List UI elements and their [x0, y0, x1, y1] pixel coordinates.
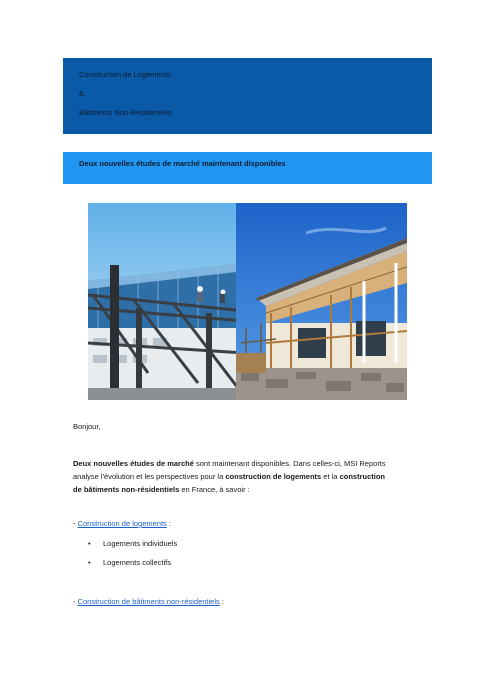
section-nonresidential-prefix: - [73, 597, 78, 606]
list-item: Logements collectifs [103, 558, 171, 567]
intro-text-3: et la [321, 472, 340, 481]
section-housing [73, 517, 171, 530]
header-banner [63, 58, 432, 134]
house-construction-photo [236, 203, 407, 400]
section-nonresidential [73, 595, 224, 608]
section-housing-prefix: - [73, 519, 78, 528]
steel-frame-construction-photo [88, 203, 245, 400]
intro-bold-nonresidential: de bâtiments non-résidentiels [73, 485, 180, 494]
bullet-icon: • [88, 539, 91, 548]
intro-bold-studies: Deux nouvelles études de marché [73, 459, 194, 468]
subheader-banner [63, 152, 432, 184]
intro-bold-housing: construction de logements [225, 472, 322, 481]
bullet-icon: • [88, 558, 91, 567]
intro-text-4: en France, à savoir : [179, 485, 250, 494]
section-nonresidential-suffix: : [219, 597, 224, 606]
intro-text-2: analyse l'évolution et les perspectives pour la [73, 472, 226, 481]
intro-paragraph [73, 457, 386, 496]
housing-construction-link[interactable]: Construction de logements [77, 519, 167, 528]
list-item: Logements individuels [103, 539, 178, 548]
intro-text-1: sont maintenant disponibles. Dans celles-ci, MSI Reports [193, 459, 386, 468]
section-housing-suffix: : [166, 519, 171, 528]
header-title-ampersand: & [79, 89, 85, 98]
intro-bold-construction: construction [339, 472, 385, 481]
greeting: Bonjour, [73, 422, 101, 431]
header-title-line1: Construction de Logements [79, 70, 171, 79]
header-title-line2: Bâtiments Non-Résidentiels [79, 108, 172, 117]
subheader-text: Deux nouvelles études de marché maintenant disponibles [79, 159, 286, 168]
nonresidential-construction-link[interactable]: Construction de bâtiments non-résidentiels [77, 597, 220, 606]
